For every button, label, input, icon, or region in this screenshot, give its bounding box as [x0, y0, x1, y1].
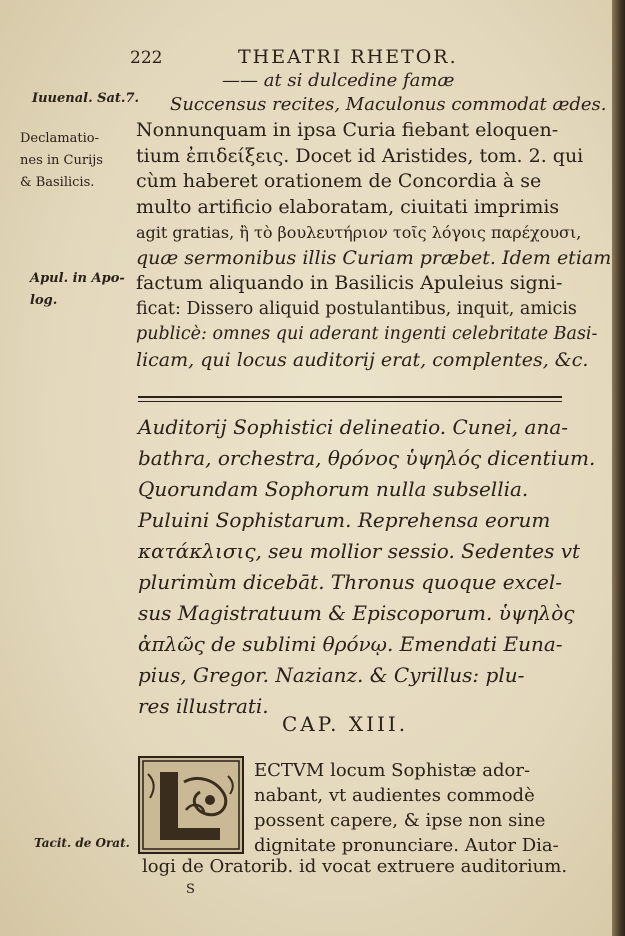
text-line: cùm haberet orationem de Concordia à se — [136, 170, 542, 192]
paragraph-chapter-13 — [254, 758, 570, 858]
chapter-summary — [138, 412, 596, 722]
text-line: dignitate pronunciare. Autor Dia- — [254, 835, 559, 856]
summary-line: κατάκλισις, seu mollior sessio. Sedentes vt — [138, 539, 581, 563]
text-line: nabant, vt audientes commodè — [254, 785, 535, 806]
text-line: ficat: Dissero aliquid postulantibus, inquit, amicis — [136, 298, 577, 319]
chapter-heading: CAP. XIII. — [282, 712, 409, 736]
section-divider-thin — [138, 401, 562, 402]
page-edge — [612, 0, 625, 936]
text-line: factum aliquando in Basilicis Apuleius signi- — [136, 272, 563, 294]
running-title: THEATRI RHETOR. — [238, 46, 458, 68]
signature-mark: S — [186, 882, 195, 897]
margin-note-line: nes in Curijs — [20, 153, 103, 168]
margin-note-apuleius — [30, 268, 125, 312]
margin-note-line: Apul. in Apo- — [30, 271, 125, 286]
summary-line: Puluini Sophistarum. Reprehensa eorum — [138, 508, 551, 532]
page-number: 222 — [130, 48, 163, 68]
summary-line: Auditorij Sophistici delineatio. Cunei, ana- — [138, 415, 568, 439]
text-line: ECTVM locum Sophistæ ador- — [254, 760, 531, 781]
decorated-initial-l — [138, 756, 244, 854]
text-line: tium ἐπιδείξεις. Docet id Aristides, tom. 2. qui — [136, 144, 584, 167]
summary-line: bathra, orchestra, θρόνος ὑψηλός dicentium. — [138, 446, 596, 470]
paragraph-curia — [136, 118, 612, 373]
margin-note-declamationes — [20, 128, 103, 194]
text-line: licam, qui locus auditorij erat, complentes, &c. — [136, 348, 589, 371]
margin-note-juvenal: Iuuenal. Sat.7. — [32, 91, 140, 106]
summary-line: Quorundam Sophorum nulla subsellia. — [138, 477, 529, 501]
summary-line: ἁπλῶς de sublimi θρόνῳ. Emendati Euna- — [138, 632, 563, 656]
text-line: Nonnunquam in ipsa Curia fiebant eloquen- — [136, 119, 559, 141]
quote-line-2: Succensus recites, Maculonus commodat ædes. — [170, 94, 607, 115]
text-line: agit gratias, ἢ τὸ βουλευτήριον τοῖς λόγοις παρέχουσι, — [136, 223, 582, 242]
quote-line-1: —— at si dulcedine famæ — [222, 70, 455, 91]
section-divider — [138, 396, 562, 398]
text-line: multo artificio elaboratam, ciuitati imprimis — [136, 195, 560, 218]
summary-line: plurimùm dicebāt. Thronus quoque excel- — [138, 570, 563, 594]
text-line-last: logi de Oratorib. id vocat extruere auditorium. — [142, 856, 568, 877]
summary-line: res illustrati. — [138, 694, 269, 718]
text-line: quæ sermonibus illis Curiam præbet. Idem etiam — [136, 246, 612, 269]
ornamental-letter-icon — [140, 758, 242, 852]
margin-note-tacitus: Tacit. de Orat. — [34, 836, 130, 850]
margin-note-line: Declamatio- — [20, 131, 99, 146]
text-line: publicè: omnes qui aderant ingenti celebritate Basi- — [136, 324, 598, 344]
text-line: possent capere, & ipse non sine — [254, 810, 546, 831]
summary-line: sus Magistratuum & Episcoporum. ὑψηλὸς — [138, 601, 575, 625]
margin-note-line: & Basilicis. — [20, 175, 95, 190]
summary-line: pius, Gregor. Nazianz. & Cyrillus: plu- — [138, 663, 525, 687]
margin-note-line: log. — [30, 293, 58, 308]
